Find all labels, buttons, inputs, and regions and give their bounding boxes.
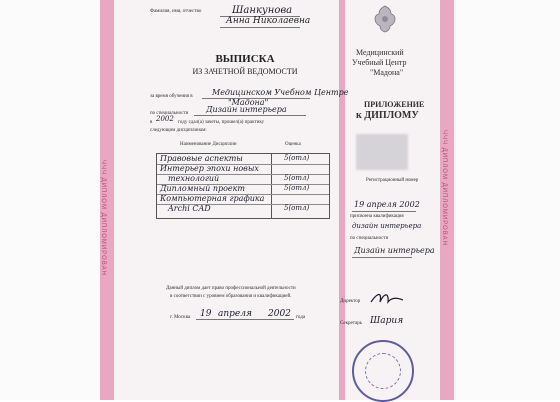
date-year: 2002 — [268, 309, 291, 319]
official-stamp — [352, 340, 414, 402]
registration-line — [352, 211, 416, 212]
discipline-4: Дипломный проект — [160, 184, 246, 193]
given-name-line — [220, 27, 300, 28]
discipline-2: Интерьер эпохи новых — [160, 164, 259, 173]
specialty-value-right: Дизайн интерьера — [354, 246, 435, 255]
specialty-line-right — [352, 257, 412, 258]
right-ribbon-text: ЧЧЧ ДИПЛОМ ДИПЛОМИРОВАН — [441, 130, 447, 246]
year-prefix: в — [150, 120, 153, 125]
stamp-inner-ring — [365, 353, 401, 389]
registration-value: 19 апреля 2002 — [354, 200, 420, 209]
footer-text-line-2: в соответствии с уровнем образования и квалификацией. — [170, 294, 292, 299]
grade-1: 5(отл) — [284, 154, 310, 162]
qualification-value: дизайн интерьера — [352, 222, 422, 230]
appendix-subtitle: к ДИПЛОМУ — [356, 110, 419, 121]
registration-label: Регистрационный номер — [366, 178, 419, 183]
training-label: за время обучения в — [150, 94, 193, 99]
footer-text-line-1: Данный диплом дает право профессиональной деятельности — [166, 286, 296, 291]
discipline-column-header: Наименование Дисциплин — [180, 142, 237, 147]
coat-of-arms-emblem — [372, 4, 398, 34]
year-text: году сдал(а) зачеты, прошел(а) практику — [178, 120, 265, 125]
year-value: 2002 — [156, 115, 174, 123]
name-label: Фамилия, имя, отчество — [150, 9, 202, 14]
grade-column-header: Оценка — [285, 142, 301, 147]
date-line — [196, 319, 294, 320]
grade-4: 5(отл) — [284, 184, 310, 192]
given-name-value: Анна Николаевна — [226, 16, 311, 26]
statement-title: ВЫПИСКА — [215, 53, 275, 65]
date-suffix: года — [296, 315, 306, 320]
date-day: 19 — [200, 309, 212, 319]
director-label: Директор — [340, 299, 361, 304]
specialty-label-right: по специальности — [350, 236, 389, 241]
surname-value: Шанкунова — [232, 5, 293, 16]
discipline-3: технологий — [168, 174, 220, 183]
grade-6: 5(отл) — [284, 204, 310, 212]
specialty-value-left: Дизайн интерьера — [206, 105, 287, 114]
qualification-label: присвоена квалификация — [350, 214, 404, 219]
grade-3: 5(отл) — [284, 174, 310, 182]
discipline-6: Archi CAD — [168, 204, 211, 213]
middle-decorative-stripe — [339, 0, 345, 400]
specialty-line-left — [194, 115, 306, 116]
org-name-line-3: "Мадона" — [370, 68, 404, 77]
org-name-line-2: Учебный Центр — [352, 58, 407, 67]
blurred-photo — [356, 134, 408, 170]
secretary-value: Шария — [370, 316, 404, 326]
training-center-value: Медицинском Учебном Центре — [212, 88, 349, 97]
statement-subtitle: ИЗ ЗАЧЕТНОЙ ВЕДОМОСТИ — [192, 67, 298, 76]
disciplines-intro: следующим дисциплинам: — [150, 128, 207, 133]
director-signature — [370, 290, 404, 306]
secretary-label: Секретарь — [340, 321, 363, 326]
discipline-1: Правовые аспекты — [160, 154, 243, 163]
discipline-5: Компьютерная графика — [160, 194, 265, 203]
org-name-line-1: Медицинский — [356, 48, 404, 57]
left-ribbon-text: ЧЧЧ ДИПЛОМ ДИПЛОМИРОВАН — [100, 160, 106, 276]
city-label: г. Москва — [170, 315, 191, 320]
date-month: апреля — [218, 309, 252, 319]
appendix-title: ПРИЛОЖЕНИЕ — [364, 100, 425, 109]
training-center-name: "Мадона" — [228, 98, 269, 107]
specialty-label-left: по специальности — [150, 111, 189, 116]
